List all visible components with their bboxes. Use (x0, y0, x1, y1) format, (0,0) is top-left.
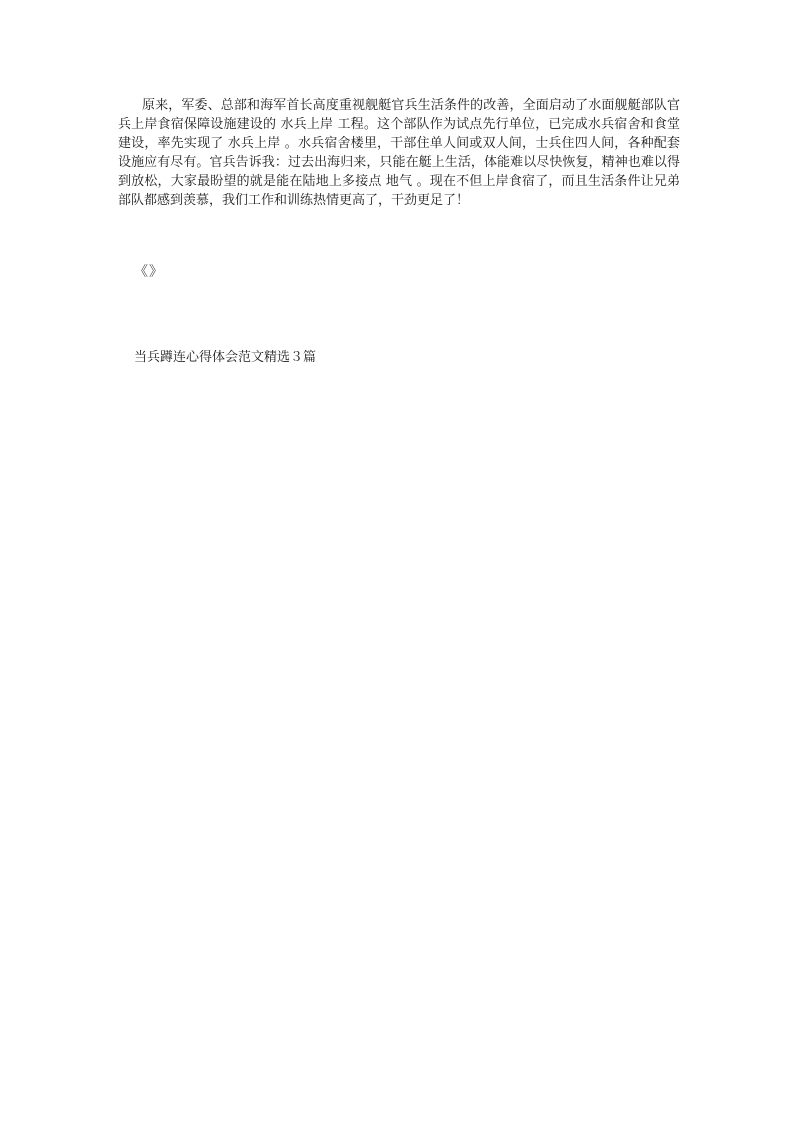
body-paragraph: 原来，军委、总部和海军首长高度重视舰艇官兵生活条件的改善，全面启动了水面舰艇部队官兵上岸食宿保障设施建设的 水兵上岸 工程。这个部队作为试点先行单位，已完成水兵宿舍和食堂建设，率先实现了 水兵上岸 。水兵宿舍楼里，干部住单人间或双人间，士兵住四人间，各种配套设施应有尽有。官兵告诉我：过去出海归来，只能在艇上生活，体能难以尽快恢复，精神也难以得到放松，大家最盼望的就是能在陆地上多接点 地气 。现在不但上岸食宿了，而且生活条件让兄弟部队都感到羡慕，我们工作和训练热情更高了，干劲更足了！ (118, 98, 680, 208)
title-brackets: 《》 (134, 264, 164, 280)
next-article-title: 当兵蹲连心得体会范文精选３篇 (134, 350, 317, 365)
